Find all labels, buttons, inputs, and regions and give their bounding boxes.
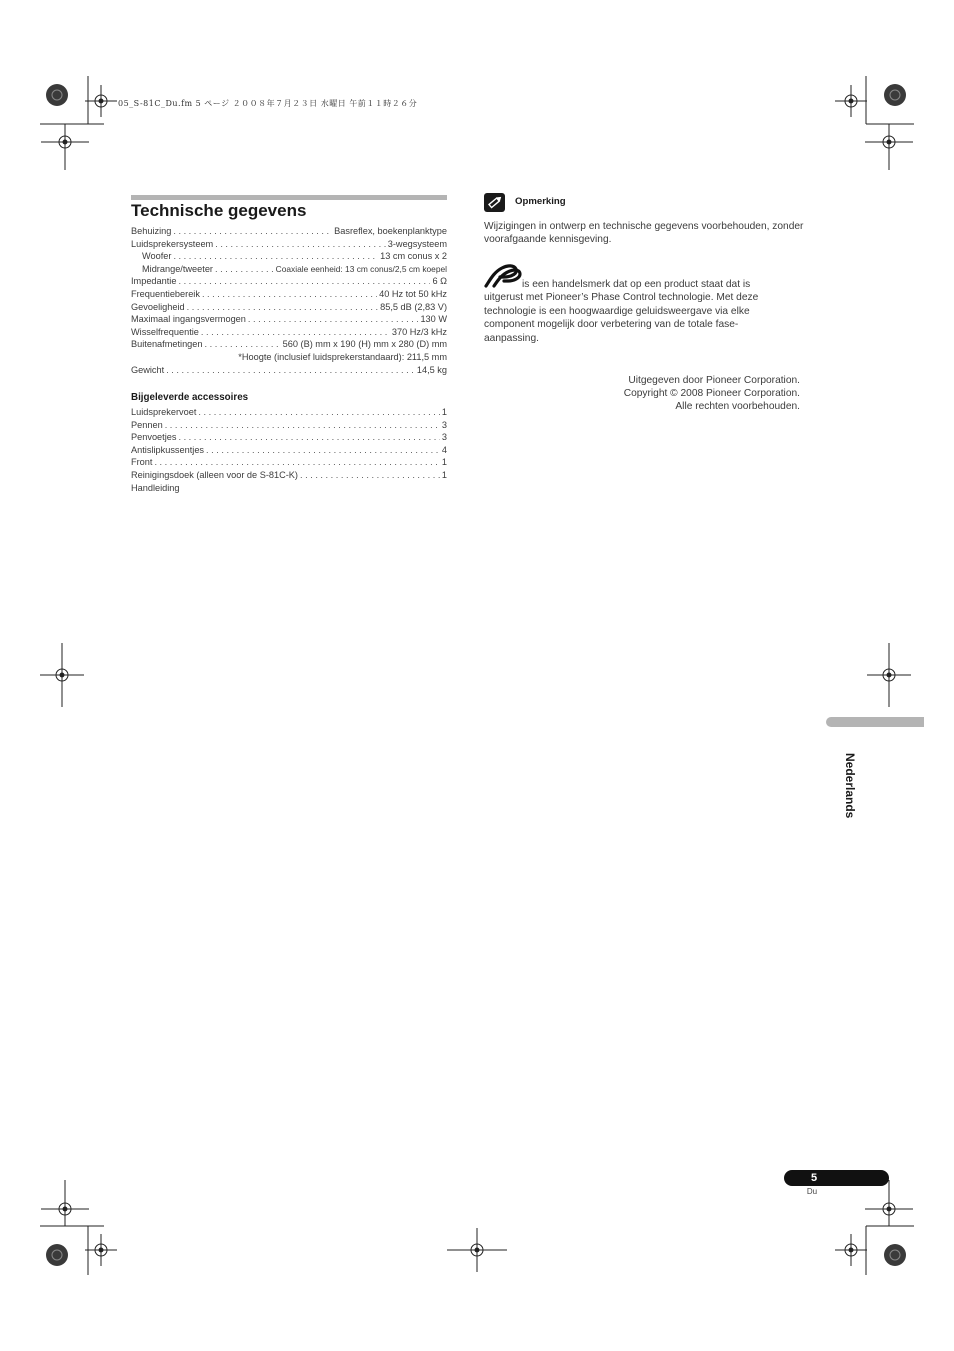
accessory-qty: 3 (441, 419, 447, 430)
phase-control-text: is een handelsmerk dat op een product staat dat is uitgerust met Pioneer’s Phase Control technologie. Met deze technologie is een hoogwaardige geluidsweergave via elke component mogelijk door verbetering van de totale fase-aanpassing. (484, 279, 759, 344)
spec-value: 13 cm conus x 2 (380, 251, 447, 262)
spec-row-footnote (131, 351, 447, 364)
note-label: Opmerking (515, 196, 566, 207)
note-text: Wijzigingen in ontwerp en technische gegevens voorbehouden, zonder voorafgaande kennisgeving. (484, 221, 804, 246)
spec-label: Luidsprekersysteem (131, 238, 214, 249)
spec-value: Coaxiale eenheid: 13 cm conus/2,5 cm koepel (275, 263, 447, 274)
title-rule (131, 195, 447, 200)
spec-row (131, 326, 447, 339)
accessory-qty: 1 (441, 407, 447, 417)
accessory-label: Front (131, 457, 153, 468)
accessory-qty: 1 (441, 469, 447, 480)
spec-value: *Hoogte (inclusief luidsprekerstandaard): 211,5 mm (238, 351, 447, 362)
spec-label: Behuizing (131, 226, 172, 236)
copyright-line: Copyright © 2008 Pioneer Corporation. (623, 388, 800, 400)
accessory-qty: 4 (441, 444, 447, 455)
spec-row (131, 225, 447, 238)
spec-row (131, 250, 447, 263)
spec-row (131, 313, 447, 326)
spec-row (131, 238, 447, 251)
rights-line: Alle rechten voorbehouden. (675, 401, 800, 413)
accessory-row (131, 469, 447, 482)
spec-row (131, 301, 447, 314)
spec-row (131, 275, 447, 288)
spec-value: 560 (B) mm x 190 (H) mm x 280 (D) mm (282, 339, 447, 350)
spec-label: Wisselfrequentie (131, 326, 199, 337)
spec-list (131, 225, 447, 376)
spec-value: 85,5 dB (2,83 V) (380, 301, 447, 312)
page-title: Technische gegevens (131, 201, 307, 220)
accessory-label: Pennen (131, 419, 163, 430)
publisher-line: Uitgegeven door Pioneer Corporation. (628, 375, 800, 386)
spec-row (131, 288, 447, 301)
spec-label: Gewicht (131, 364, 165, 375)
accessory-qty: 1 (441, 457, 447, 468)
accessory-row (131, 406, 447, 419)
spec-label: Woofer (142, 251, 172, 262)
accessory-label: Luidsprekervoet (131, 407, 197, 417)
spec-label: Midrange/tweeter (142, 263, 213, 274)
spec-label: Maximaal ingangsvermogen (131, 314, 246, 325)
accessory-row (131, 444, 447, 457)
spec-row (131, 263, 447, 276)
language-tab-bar (826, 717, 924, 727)
accessory-row (131, 419, 447, 432)
accessory-qty: 3 (441, 432, 447, 443)
spec-label: Frequentiebereik (131, 288, 200, 299)
spec-value: 40 Hz tot 50 kHz (379, 288, 447, 299)
spec-label: Gevoeligheid (131, 301, 185, 312)
spec-value: 3-wegsysteem (387, 238, 447, 249)
page-number: 5 (810, 1172, 818, 1184)
spec-row (131, 364, 447, 377)
spec-row (131, 338, 447, 351)
accessory-label: Penvoetjes (131, 432, 177, 443)
accessory-label: Reinigingsdoek (alleen voor de S-81C-K) (131, 469, 298, 480)
accessory-label: Antislipkussentjes (131, 444, 205, 455)
language-tab-label: Nederlands (843, 753, 857, 819)
accessory-row (131, 482, 447, 495)
spec-label: Impedantie (131, 276, 177, 287)
accessories-heading: Bijgeleverde accessoires (131, 392, 249, 403)
spec-value: 6 Ω (432, 276, 447, 287)
pencil-icon (484, 193, 505, 212)
publisher-block (560, 374, 800, 414)
file-stamp: 05_S-81C_Du.fm 5 ページ ２００８年７月２３日 水曜日 午前１１時２６分 (118, 99, 418, 108)
accessory-row (131, 431, 447, 444)
spec-value: 130 W (420, 314, 447, 325)
page-language-code: Du (806, 1187, 818, 1196)
spec-label: Buitenafmetingen (131, 339, 203, 350)
accessory-row (131, 456, 447, 469)
spec-value: 14,5 kg (416, 364, 447, 375)
accessory-label: Handleiding (131, 482, 180, 493)
accessories-list (131, 406, 447, 494)
spec-value: 370 Hz/3 kHz (391, 326, 447, 337)
spec-value: Basreflex, boekenplanktype (334, 226, 447, 236)
